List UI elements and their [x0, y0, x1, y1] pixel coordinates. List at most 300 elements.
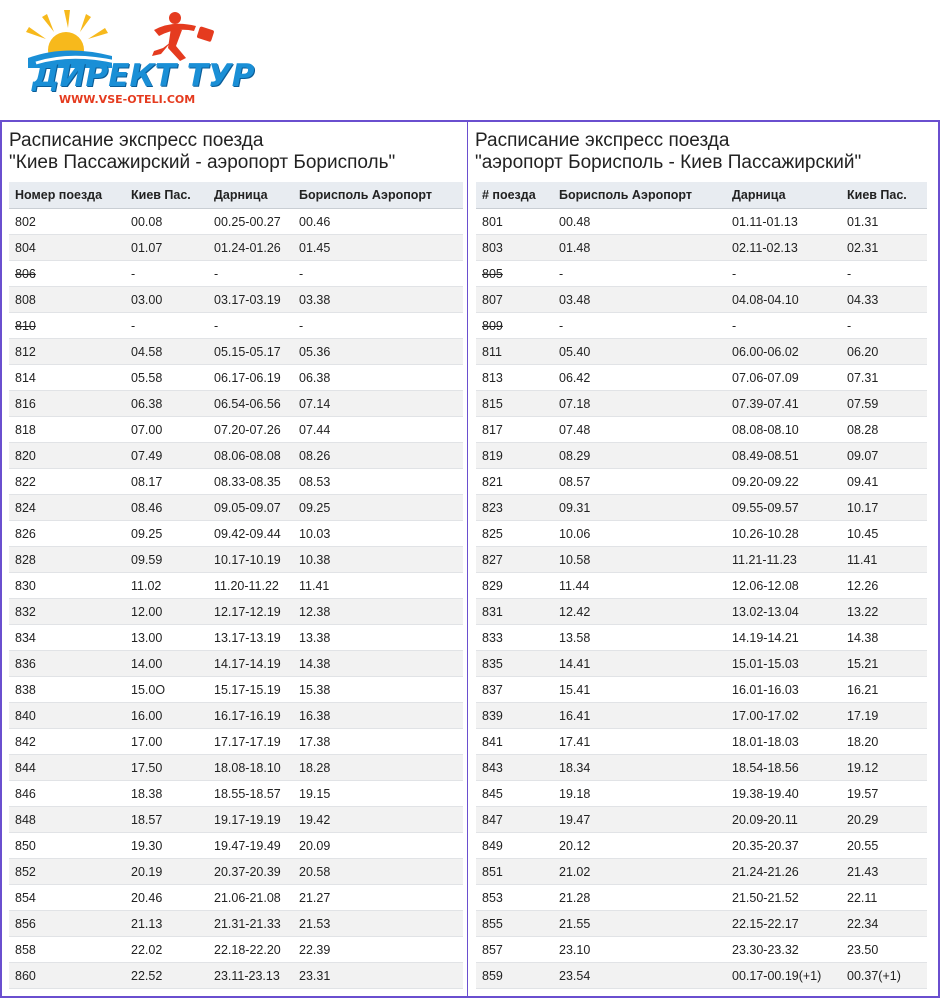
train-number-cell: 839 [476, 703, 553, 729]
time-range-cell: 12.06-12.08 [726, 573, 841, 599]
time-range-cell: 04.08-04.10 [726, 287, 841, 313]
time-range-cell: 09.05-09.07 [208, 495, 293, 521]
time-cell: - [293, 261, 463, 287]
table-row [9, 469, 463, 495]
time-cell: - [125, 261, 208, 287]
train-number-cell: 859 [476, 963, 553, 989]
table-row [476, 443, 927, 469]
time-cell: 23.54 [553, 963, 726, 989]
train-number-cell: 822 [9, 469, 125, 495]
table-row [9, 937, 463, 963]
train-number-cell: 834 [9, 625, 125, 651]
time-cell: 16.00 [125, 703, 208, 729]
time-cell: 14.38 [841, 625, 927, 651]
time-range-cell: 23.11-23.13 [208, 963, 293, 989]
table-row [9, 417, 463, 443]
time-cell: - [125, 313, 208, 339]
logo[interactable] [26, 8, 255, 108]
time-cell: 09.25 [125, 521, 208, 547]
time-cell: 00.08 [125, 209, 208, 235]
column-header-kyiv: Киев Пас. [125, 182, 208, 209]
time-cell: 22.52 [125, 963, 208, 989]
time-range-cell: 14.19-14.21 [726, 625, 841, 651]
time-cell: 21.02 [553, 859, 726, 885]
time-range-cell: - [726, 261, 841, 287]
time-cell: 19.57 [841, 781, 927, 807]
time-range-cell: 18.55-18.57 [208, 781, 293, 807]
time-cell: 09.41 [841, 469, 927, 495]
train-number-cell: 831 [476, 599, 553, 625]
train-number-cell: 817 [476, 417, 553, 443]
time-cell: - [841, 261, 927, 287]
time-range-cell: 01.11-01.13 [726, 209, 841, 235]
time-cell: 12.38 [293, 599, 463, 625]
time-range-cell: 10.26-10.28 [726, 521, 841, 547]
time-range-cell: 11.20-11.22 [208, 573, 293, 599]
time-cell: 18.20 [841, 729, 927, 755]
table-row [476, 209, 927, 235]
train-number-cell: 818 [9, 417, 125, 443]
time-cell: 12.00 [125, 599, 208, 625]
table-row [476, 573, 927, 599]
table-row [476, 911, 927, 937]
table-row [476, 677, 927, 703]
time-range-cell: 07.20-07.26 [208, 417, 293, 443]
train-number-cell: 833 [476, 625, 553, 651]
time-range-cell: 20.35-20.37 [726, 833, 841, 859]
train-number-cell: 826 [9, 521, 125, 547]
table-row [9, 365, 463, 391]
time-cell: 06.42 [553, 365, 726, 391]
train-number-cell: 805 [476, 261, 553, 287]
panel-title [468, 122, 938, 176]
table-row [476, 417, 927, 443]
table-row [9, 911, 463, 937]
time-cell: 09.31 [553, 495, 726, 521]
table-row [9, 599, 463, 625]
time-cell: 15.38 [293, 677, 463, 703]
time-cell: 14.38 [293, 651, 463, 677]
time-cell: 19.12 [841, 755, 927, 781]
time-range-cell: 00.17-00.19(+1) [726, 963, 841, 989]
time-cell: 13.58 [553, 625, 726, 651]
time-cell: 15.21 [841, 651, 927, 677]
time-cell: 11.44 [553, 573, 726, 599]
time-cell: 07.14 [293, 391, 463, 417]
table-row [9, 859, 463, 885]
table-row [476, 755, 927, 781]
train-number-cell: 860 [9, 963, 125, 989]
time-cell: 18.28 [293, 755, 463, 781]
train-number-cell: 846 [9, 781, 125, 807]
time-cell: 08.29 [553, 443, 726, 469]
table-header-row [476, 182, 927, 209]
schedule-panel-kyiv-to-airport [0, 120, 468, 998]
time-cell: 09.59 [125, 547, 208, 573]
train-number-cell: 837 [476, 677, 553, 703]
time-cell: 03.00 [125, 287, 208, 313]
time-cell: 00.48 [553, 209, 726, 235]
column-header-train-number: Номер поезда [9, 182, 125, 209]
time-cell: 04.58 [125, 339, 208, 365]
time-cell: 07.44 [293, 417, 463, 443]
train-number-cell: 811 [476, 339, 553, 365]
table-row [9, 755, 463, 781]
train-number-cell: 803 [476, 235, 553, 261]
table-row [9, 495, 463, 521]
time-cell: 12.42 [553, 599, 726, 625]
table-row [9, 833, 463, 859]
train-number-cell: 814 [9, 365, 125, 391]
time-range-cell: 21.50-21.52 [726, 885, 841, 911]
table-row [9, 339, 463, 365]
train-number-cell: 809 [476, 313, 553, 339]
table-row [9, 729, 463, 755]
time-cell: 08.53 [293, 469, 463, 495]
time-cell: 18.57 [125, 807, 208, 833]
time-cell: 10.03 [293, 521, 463, 547]
time-cell: 07.00 [125, 417, 208, 443]
schedule-table [476, 182, 927, 989]
table-row [9, 885, 463, 911]
train-number-cell: 807 [476, 287, 553, 313]
time-cell: 20.09 [293, 833, 463, 859]
time-range-cell: 08.06-08.08 [208, 443, 293, 469]
train-number-cell: 842 [9, 729, 125, 755]
table-row [476, 235, 927, 261]
time-cell: 01.31 [841, 209, 927, 235]
time-range-cell: 12.17-12.19 [208, 599, 293, 625]
time-cell: 19.18 [553, 781, 726, 807]
train-number-cell: 854 [9, 885, 125, 911]
train-number-cell: 848 [9, 807, 125, 833]
time-cell: 06.20 [841, 339, 927, 365]
time-range-cell: 13.02-13.04 [726, 599, 841, 625]
table-row [476, 365, 927, 391]
table-row [476, 703, 927, 729]
time-cell: 19.30 [125, 833, 208, 859]
time-cell: 14.00 [125, 651, 208, 677]
train-number-cell: 845 [476, 781, 553, 807]
table-row [9, 963, 463, 989]
time-range-cell: 03.17-03.19 [208, 287, 293, 313]
time-range-cell: 07.39-07.41 [726, 391, 841, 417]
time-cell: 00.46 [293, 209, 463, 235]
time-cell: 11.02 [125, 573, 208, 599]
time-cell: 10.45 [841, 521, 927, 547]
panel-title-line1: Расписание экспресс поезда [9, 130, 264, 151]
table-row [476, 261, 927, 287]
panel-title-line2: "аэропорт Борисполь - Киев Пассажирский" [475, 152, 862, 173]
table-row [476, 521, 927, 547]
train-number-cell: 810 [9, 313, 125, 339]
time-cell: 05.36 [293, 339, 463, 365]
time-cell: 22.34 [841, 911, 927, 937]
time-cell: 07.18 [553, 391, 726, 417]
time-range-cell: 00.25-00.27 [208, 209, 293, 235]
time-range-cell: 02.11-02.13 [726, 235, 841, 261]
table-row [476, 937, 927, 963]
time-cell: 01.45 [293, 235, 463, 261]
time-cell: 15.41 [553, 677, 726, 703]
train-number-cell: 843 [476, 755, 553, 781]
time-cell: - [841, 313, 927, 339]
time-range-cell: 20.37-20.39 [208, 859, 293, 885]
table-row [9, 443, 463, 469]
train-number-cell: 832 [9, 599, 125, 625]
table-row [476, 859, 927, 885]
column-header-train-number: # поезда [476, 182, 553, 209]
table-row [9, 807, 463, 833]
time-cell: 08.28 [841, 417, 927, 443]
table-row [9, 677, 463, 703]
time-cell: 05.40 [553, 339, 726, 365]
time-cell: 17.00 [125, 729, 208, 755]
time-cell: 20.58 [293, 859, 463, 885]
train-number-cell: 830 [9, 573, 125, 599]
time-cell: 07.48 [553, 417, 726, 443]
train-number-cell: 819 [476, 443, 553, 469]
time-range-cell: 19.17-19.19 [208, 807, 293, 833]
panel-title-line2: "Киев Пассажирский - аэропорт Борисполь" [9, 152, 396, 173]
time-cell: 18.34 [553, 755, 726, 781]
column-header-darnytsia: Дарница [726, 182, 841, 209]
time-cell: 03.48 [553, 287, 726, 313]
time-cell: 17.41 [553, 729, 726, 755]
time-cell: 20.46 [125, 885, 208, 911]
table-row [9, 313, 463, 339]
table-row [476, 391, 927, 417]
time-cell: 13.22 [841, 599, 927, 625]
table-row [476, 287, 927, 313]
time-range-cell: 14.17-14.19 [208, 651, 293, 677]
time-cell: 16.21 [841, 677, 927, 703]
table-row [476, 625, 927, 651]
time-cell: 11.41 [293, 573, 463, 599]
time-cell: 07.31 [841, 365, 927, 391]
time-cell: 19.47 [553, 807, 726, 833]
table-row [476, 495, 927, 521]
table-row [476, 963, 927, 989]
table-row [9, 625, 463, 651]
train-number-cell: 855 [476, 911, 553, 937]
time-range-cell: 20.09-20.11 [726, 807, 841, 833]
time-cell: 13.00 [125, 625, 208, 651]
table-row [476, 651, 927, 677]
train-number-cell: 857 [476, 937, 553, 963]
panel-title-line1: Расписание экспресс поезда [475, 130, 730, 151]
time-range-cell: 18.54-18.56 [726, 755, 841, 781]
time-cell: 06.38 [293, 365, 463, 391]
time-cell: 17.50 [125, 755, 208, 781]
time-cell: 08.57 [553, 469, 726, 495]
time-range-cell: - [726, 313, 841, 339]
logo-title: ДИРЕКТ ТУР [32, 58, 255, 94]
table-row [9, 287, 463, 313]
train-number-cell: 849 [476, 833, 553, 859]
time-cell: 21.53 [293, 911, 463, 937]
time-cell: 16.38 [293, 703, 463, 729]
table-row [476, 313, 927, 339]
time-range-cell: 06.54-06.56 [208, 391, 293, 417]
time-cell: 15.0O [125, 677, 208, 703]
table-row [476, 885, 927, 911]
table-row [9, 573, 463, 599]
time-range-cell: 17.00-17.02 [726, 703, 841, 729]
table-header-row [9, 182, 463, 209]
table-row [9, 521, 463, 547]
time-range-cell: 01.24-01.26 [208, 235, 293, 261]
time-range-cell: 10.17-10.19 [208, 547, 293, 573]
time-cell: 17.19 [841, 703, 927, 729]
time-cell: 20.12 [553, 833, 726, 859]
time-cell: 01.48 [553, 235, 726, 261]
table-row [476, 729, 927, 755]
time-cell: 09.25 [293, 495, 463, 521]
time-cell: 13.38 [293, 625, 463, 651]
time-cell: 08.17 [125, 469, 208, 495]
time-cell: 23.10 [553, 937, 726, 963]
time-cell: 00.37(+1) [841, 963, 927, 989]
time-cell: 21.55 [553, 911, 726, 937]
time-cell: 22.11 [841, 885, 927, 911]
time-cell: 02.31 [841, 235, 927, 261]
time-cell: 10.58 [553, 547, 726, 573]
time-range-cell: 16.17-16.19 [208, 703, 293, 729]
time-cell: 04.33 [841, 287, 927, 313]
time-cell: 08.26 [293, 443, 463, 469]
time-cell: 18.38 [125, 781, 208, 807]
column-header-boryspil: Борисполь Аэропорт [293, 182, 463, 209]
time-range-cell: 15.17-15.19 [208, 677, 293, 703]
time-cell: 10.38 [293, 547, 463, 573]
panel-title [2, 122, 467, 176]
time-cell: 01.07 [125, 235, 208, 261]
table-row [9, 781, 463, 807]
time-cell: 21.13 [125, 911, 208, 937]
time-cell: 14.41 [553, 651, 726, 677]
time-cell: 03.38 [293, 287, 463, 313]
time-range-cell: 22.18-22.20 [208, 937, 293, 963]
time-cell: 17.38 [293, 729, 463, 755]
column-header-darnytsia: Дарница [208, 182, 293, 209]
train-number-cell: 825 [476, 521, 553, 547]
train-number-cell: 808 [9, 287, 125, 313]
schedule-table-body [9, 209, 463, 989]
table-row [476, 547, 927, 573]
time-cell: 23.31 [293, 963, 463, 989]
train-number-cell: 812 [9, 339, 125, 365]
time-range-cell: 21.24-21.26 [726, 859, 841, 885]
train-number-cell: 823 [476, 495, 553, 521]
train-number-cell: 804 [9, 235, 125, 261]
site-header [0, 0, 940, 120]
time-range-cell: 09.55-09.57 [726, 495, 841, 521]
time-range-cell: 06.17-06.19 [208, 365, 293, 391]
time-cell: 20.19 [125, 859, 208, 885]
time-cell: 07.49 [125, 443, 208, 469]
time-cell: 08.46 [125, 495, 208, 521]
time-cell: 16.41 [553, 703, 726, 729]
time-range-cell: 07.06-07.09 [726, 365, 841, 391]
train-number-cell: 856 [9, 911, 125, 937]
time-cell: 23.50 [841, 937, 927, 963]
table-row [476, 833, 927, 859]
train-number-cell: 815 [476, 391, 553, 417]
train-number-cell: 802 [9, 209, 125, 235]
logo-url[interactable]: WWW.VSE-OTELI.COM [59, 93, 196, 106]
column-header-kyiv: Киев Пас. [841, 182, 927, 209]
train-number-cell: 801 [476, 209, 553, 235]
train-number-cell: 813 [476, 365, 553, 391]
time-range-cell: 17.17-17.19 [208, 729, 293, 755]
train-number-cell: 851 [476, 859, 553, 885]
table-row [9, 703, 463, 729]
time-range-cell: 18.08-18.10 [208, 755, 293, 781]
train-number-cell: 820 [9, 443, 125, 469]
train-number-cell: 828 [9, 547, 125, 573]
time-cell: 11.41 [841, 547, 927, 573]
time-cell: 20.29 [841, 807, 927, 833]
time-range-cell: 09.20-09.22 [726, 469, 841, 495]
table-row [476, 469, 927, 495]
schedule-panels [0, 120, 940, 1000]
time-cell: 19.42 [293, 807, 463, 833]
time-cell: 12.26 [841, 573, 927, 599]
time-cell: 19.15 [293, 781, 463, 807]
train-number-cell: 850 [9, 833, 125, 859]
time-range-cell: 16.01-16.03 [726, 677, 841, 703]
table-row [476, 807, 927, 833]
time-range-cell: 19.38-19.40 [726, 781, 841, 807]
time-cell: 10.06 [553, 521, 726, 547]
schedule-table [9, 182, 463, 989]
train-number-cell: 824 [9, 495, 125, 521]
train-number-cell: 840 [9, 703, 125, 729]
train-number-cell: 852 [9, 859, 125, 885]
time-range-cell: 18.01-18.03 [726, 729, 841, 755]
train-number-cell: 816 [9, 391, 125, 417]
table-row [9, 235, 463, 261]
time-cell: 22.02 [125, 937, 208, 963]
time-cell: 20.55 [841, 833, 927, 859]
train-number-cell: 853 [476, 885, 553, 911]
column-header-boryspil: Борисполь Аэропорт [553, 182, 726, 209]
time-range-cell: 08.49-08.51 [726, 443, 841, 469]
time-cell: 09.07 [841, 443, 927, 469]
time-range-cell: 23.30-23.32 [726, 937, 841, 963]
train-number-cell: 844 [9, 755, 125, 781]
time-cell: 21.43 [841, 859, 927, 885]
table-row [476, 599, 927, 625]
table-row [9, 209, 463, 235]
time-range-cell: 08.33-08.35 [208, 469, 293, 495]
train-number-cell: 841 [476, 729, 553, 755]
table-row [476, 781, 927, 807]
train-number-cell: 836 [9, 651, 125, 677]
time-cell: 22.39 [293, 937, 463, 963]
time-range-cell: 22.15-22.17 [726, 911, 841, 937]
table-row [9, 391, 463, 417]
time-range-cell: - [208, 261, 293, 287]
table-row [9, 261, 463, 287]
train-number-cell: 821 [476, 469, 553, 495]
time-cell: - [293, 313, 463, 339]
time-range-cell: 15.01-15.03 [726, 651, 841, 677]
time-cell: 06.38 [125, 391, 208, 417]
schedule-table-body [476, 209, 927, 989]
time-cell: 21.28 [553, 885, 726, 911]
